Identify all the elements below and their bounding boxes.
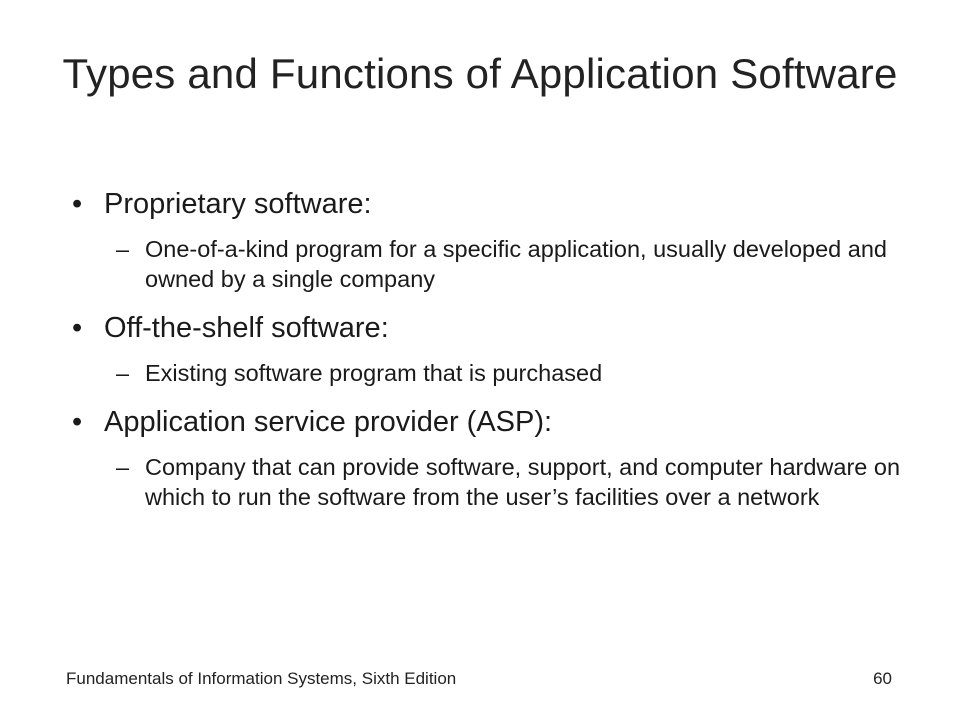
bullet-icon: •	[72, 188, 83, 220]
page-number: 60	[873, 669, 892, 688]
bullet-icon: •	[72, 312, 83, 344]
slide-body	[72, 186, 902, 512]
dash-icon: –	[116, 236, 130, 262]
bullet-item	[72, 310, 902, 346]
bullet-text: Off-the-shelf software:	[104, 312, 389, 344]
sub-bullet-text: Existing software program that is purchased	[145, 360, 603, 386]
slide-title: Types and Functions of Application Software	[62, 50, 898, 97]
sub-bullet-text: One-of-a-kind program for a specific application, usually developed and owned by a single company	[145, 236, 887, 292]
bullet-text: Application service provider (ASP):	[104, 406, 553, 438]
bullet-text: Proprietary software:	[104, 188, 372, 220]
footer-source: Fundamentals of Information Systems, Sixth Edition	[66, 669, 457, 688]
sub-bullet-item	[72, 452, 902, 512]
dash-icon: –	[116, 360, 130, 386]
bullet-item	[72, 404, 902, 440]
sub-bullet-text: Company that can provide software, support, and computer hardware on which to run the software from the user’s facilities over a network	[145, 454, 901, 510]
sub-bullet-item	[72, 234, 902, 294]
bullet-icon: •	[72, 406, 83, 438]
dash-icon: –	[116, 454, 130, 480]
sub-bullet-item	[72, 358, 902, 388]
bullet-item	[72, 186, 902, 222]
